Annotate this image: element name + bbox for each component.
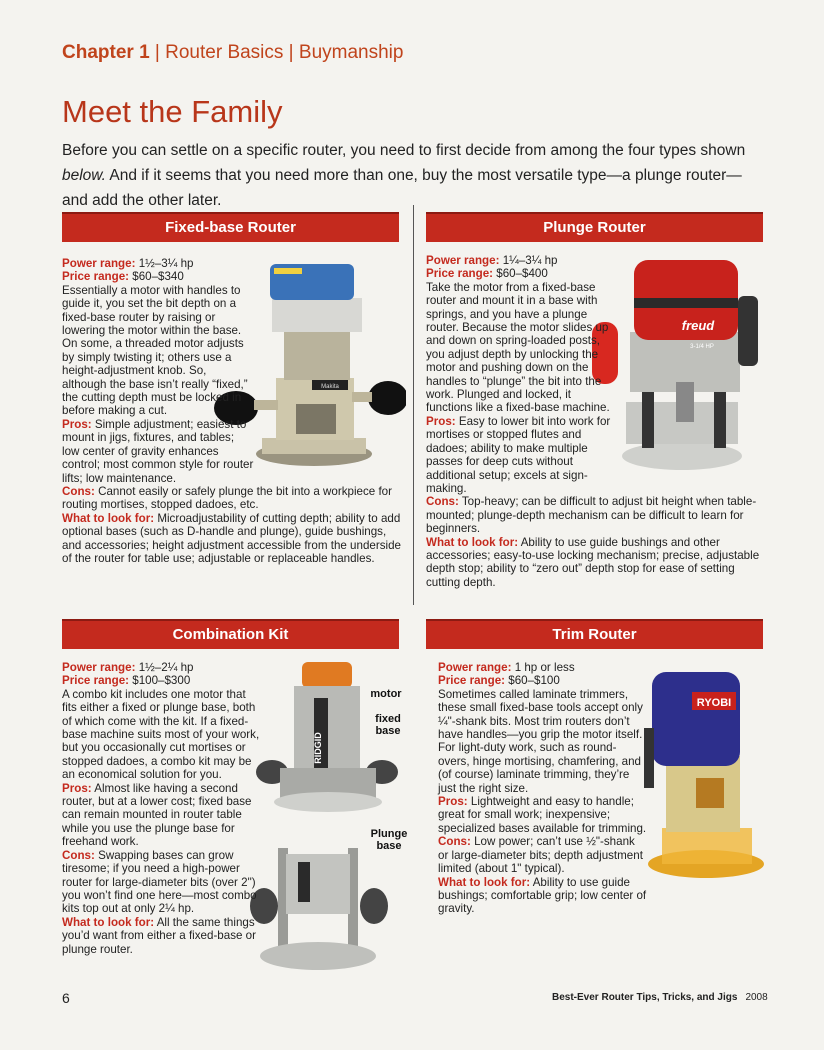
trim-body <box>438 661 648 916</box>
ridgid-brand-text-top: RIDGID <box>313 732 323 764</box>
book-title-footer <box>552 992 768 1003</box>
combo-look-text: All the same things you’d want from either a fixed-base or plunge router. <box>62 915 256 956</box>
combo-description: A combo kit includes one motor that fits either a fixed or plunge base, both of which come with the kit. If a fixed-base machine suits most of your work, but you occasionally cut mortises or stopped dadoes, a combo kit may be an economical solution for you. <box>62 687 260 782</box>
trim-cons-text: Low power; can’t use ½"-shank or large-diameter bits; depth adjustment limited (about 1" typical). <box>438 835 643 876</box>
trim-router-image <box>636 668 766 884</box>
plunge-price-value: $60–$400 <box>496 267 548 281</box>
combo-price-label: Price range: <box>62 674 130 688</box>
makita-brand-text: Makita <box>321 384 339 390</box>
ryobi-brand-text: RYOBI <box>696 697 732 709</box>
combo-cons-label: Cons: <box>62 848 95 862</box>
trim-power-label: Power range: <box>438 661 512 674</box>
callout-fixed-base: fixed base <box>375 713 401 737</box>
combo-power-label: Power range: <box>62 661 136 674</box>
plunge-cons-label: Cons: <box>426 495 459 509</box>
fixed-look-label: What to look for: <box>62 511 155 525</box>
plunge-price-label: Price range: <box>426 267 494 281</box>
image-spacer <box>254 257 402 469</box>
fixed-power-value: 1½–3¼ hp <box>138 257 194 270</box>
fixed-cons-text: Cannot easily or safely plunge the bit into a workpiece for routing mortises, stopped dadoes, etc. <box>62 484 392 512</box>
chapter-label: Chapter 1 <box>62 42 150 63</box>
book-title: Best-Ever Router Tips, Tricks, and Jigs <box>552 992 738 1003</box>
fixed-base-heading: Fixed-base Router <box>62 212 399 242</box>
plunge-pros-text: Easy to lower bit into work for mortises or stopped flutes and dadoes; ability to make multiple passes for deep cuts without additional setup; excels at sign-making. <box>426 414 611 495</box>
plunge-badge-text: 3-1/4 HP <box>690 344 714 350</box>
combo-price-value: $100–$300 <box>132 674 191 688</box>
intro-emphasis: below. <box>62 167 106 184</box>
page-title: Meet the Family <box>62 94 283 129</box>
plunge-body <box>426 254 762 589</box>
trim-pros-text: Lightweight and easy to handle; great for small work; inexpensive; specialized bases available for trimming. <box>438 795 647 835</box>
chapter-breadcrumb: | Router Basics | Buymanship <box>149 42 404 63</box>
trim-price-value: $60–$100 <box>508 674 560 688</box>
plunge-look-text: Ability to use guide bushings and other accessories; easy-to-use locking mechanism; precise, adjustable depth stop; ability to “zero out” depth stop for ease of setting cutting depth. <box>426 535 760 589</box>
callout-motor: motor <box>370 688 402 700</box>
fixed-pros-text: Simple adjustment; easiest to mount in jigs, fixtures, and tables; low center of gravity enhances control; most common style for router lifts; low maintenance. <box>62 417 254 485</box>
page-number: 6 <box>62 990 70 1006</box>
trim-heading: Trim Router <box>426 619 763 649</box>
image-spacer <box>616 254 762 470</box>
combination-body <box>62 661 362 956</box>
book-year: 2008 <box>745 992 768 1003</box>
plunge-heading: Plunge Router <box>426 212 763 242</box>
trim-price-label: Price range: <box>438 674 506 688</box>
intro-part1: Before you can settle on a specific router, you need to first decide from among the four types shown <box>62 142 746 159</box>
image-spacer <box>262 661 362 761</box>
fixed-description: Essentially a motor with handles to guide it, you set the bit depth on a fixed-base router by raising or lowering the motor within the base. On some, a threaded motor adjusts by simply twisting it; others use a height-adjustment knob. So, although the base isn’t really “fixed,” the cutting depth must be locked in before making a cut. <box>62 283 248 418</box>
plunge-look-label: What to look for: <box>426 535 519 549</box>
freud-brand-text: freud <box>681 318 715 333</box>
callout-plunge-base: Plunge base <box>370 828 408 852</box>
combo-cons-text: Swapping bases can grow tiresome; if you need a high-power router for large-diameter bits (over 2") you won’t find one here—most combo kits top out at only 2¼ hp. <box>62 848 257 916</box>
plunge-power-label: Power range: <box>426 254 500 267</box>
plunge-pros-label: Pros: <box>426 414 456 428</box>
fixed-price-label: Price range: <box>62 270 130 284</box>
trim-description: Sometimes called laminate trimmers, these small fixed-base tools accept only ¼"-shank bits. Most trim routers don’t have handles—you grip the motor itself. For light-duty work, such as round-overs, hinge mortising, chamfering, and (of course) laminate trimming, they’re just the right size. <box>438 687 643 795</box>
trim-power-value: 1 hp or less <box>514 661 575 674</box>
trim-look-text: Ability to use guide bushings; comfortable grip; low center of gravity. <box>438 875 647 916</box>
chapter-header <box>62 42 403 64</box>
plunge-cons-text: Top-heavy; can be difficult to adjust bit height when table-mounted; plunge-depth mechanism can be difficult to learn for beginners. <box>426 495 757 536</box>
plunge-power-value: 1¼–3¼ hp <box>502 254 558 267</box>
combo-pros-label: Pros: <box>62 781 92 795</box>
combo-power-value: 1½–2¼ hp <box>138 661 194 674</box>
intro-part2: And if it seems that you need more than one, buy the most versatile type—a plunge router—and add the other later. <box>62 167 742 209</box>
fixed-cons-label: Cons: <box>62 484 95 498</box>
combo-pros-text: Almost like having a second router, but at a lower cost; fixed base can remain mounted in router table while you use the plunge base for freehand work. <box>62 781 252 849</box>
fixed-base-body <box>62 257 402 565</box>
trim-pros-label: Pros: <box>438 795 468 809</box>
fixed-pros-label: Pros: <box>62 417 92 431</box>
fixed-power-label: Power range: <box>62 257 136 270</box>
combo-look-label: What to look for: <box>62 915 155 929</box>
trim-cons-label: Cons: <box>438 835 471 849</box>
column-divider <box>413 205 414 605</box>
combination-heading: Combination Kit <box>62 619 399 649</box>
plunge-description: Take the motor from a fixed-base router and mount it in a base with springs, and you have a plunge router. Because the motor slides up and down on spring-loaded posts, you adjust depth by unlocking the motor and pushing down on the handles to “plunge” the bit into the work. Plunged and locked, it functions like a fixed-base machine. <box>426 280 610 415</box>
fixed-price-value: $60–$340 <box>132 270 184 284</box>
fixed-look-text: Microadjustability of cutting depth; ability to add optional bases (such as D-handle and plunge), guide bushings, and accessories; height adjustment accessible from the underside of the router for table use; adjustable or replaceable handles. <box>62 511 401 565</box>
intro-paragraph <box>62 138 762 213</box>
trim-look-label: What to look for: <box>438 875 531 889</box>
